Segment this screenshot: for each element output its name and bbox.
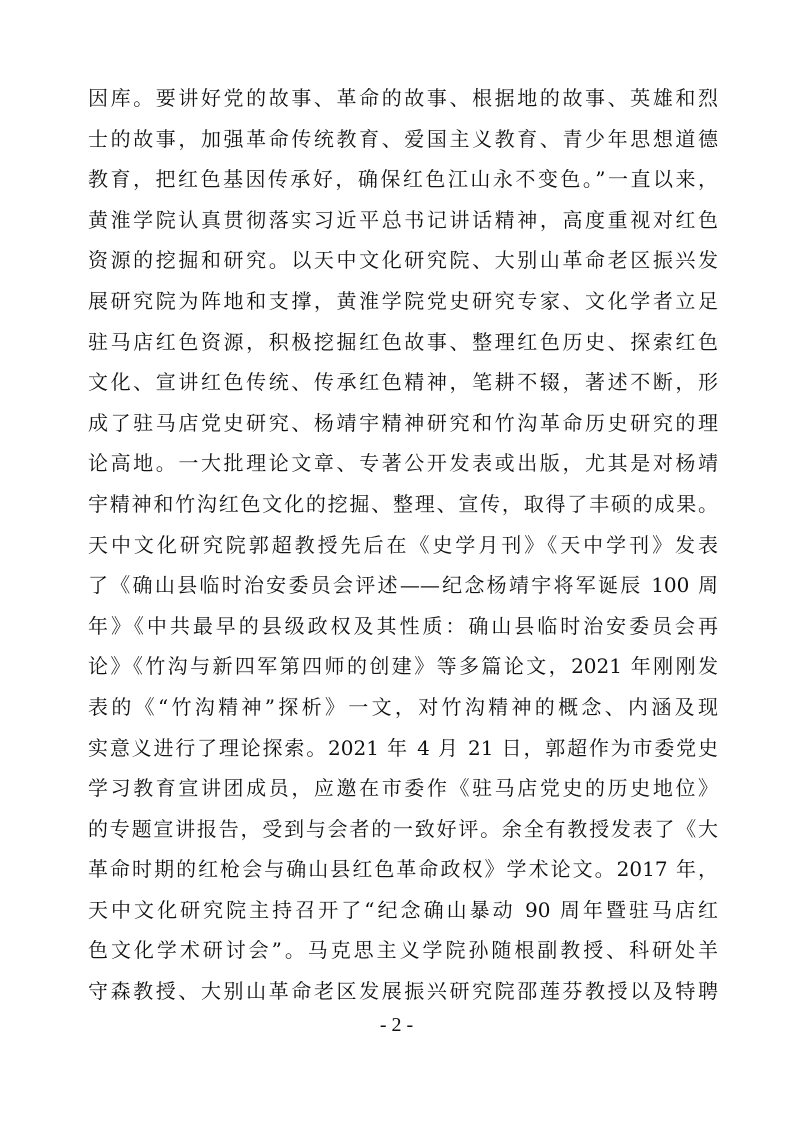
- text-line: 年》《中共最早的县级政权及其性质：确山县临时治安委员会再: [88, 613, 718, 638]
- text-line: 资源的挖掘和研究。以天中文化研究院、大别山革命老区振兴发: [88, 248, 718, 273]
- text-line: 学习教育宣讲团成员，应邀在市委作《驻马店党史的历史地位》: [88, 776, 718, 801]
- text-line: 论高地。一大批理论文章、专著公开发表或出版，尤其是对杨靖: [88, 451, 718, 476]
- text-line: 守森教授、大别山革命老区发展振兴研究院邵莲芬教授以及特聘: [88, 979, 718, 1004]
- text-line: 论》《竹沟与新四军第四师的创建》等多篇论文，2021 年刚刚发: [88, 654, 718, 679]
- text-line: 黄淮学院认真贯彻落实习近平总书记讲话精神，高度重视对红色: [88, 207, 718, 232]
- body-text: [88, 78, 718, 1012]
- text-line: 的专题宣讲报告，受到与会者的一致好评。余全有教授发表了《大: [88, 816, 718, 841]
- text-line: 士的故事，加强革命传统教育、爱国主义教育、青少年思想道德: [88, 126, 718, 151]
- text-line: 文化、宣讲红色传统、传承红色精神，笔耕不辍，著述不断，形: [88, 370, 718, 395]
- text-line: 表的《“竹沟精神”探析》一文，对竹沟精神的概念、内涵及现: [88, 694, 718, 719]
- text-line: 色文化学术研讨会”。马克思主义学院孙随根副教授、科研处羊: [88, 938, 718, 963]
- text-line: 革命时期的红枪会与确山县红色革命政权》学术论文。2017 年，: [88, 857, 718, 882]
- text-line: 天中文化研究院主持召开了“纪念确山暴动 90 周年暨驻马店红: [88, 897, 718, 922]
- text-line: 天中文化研究院郭超教授先后在《史学月刊》《天中学刊》发表: [88, 532, 718, 557]
- text-line: 成了驻马店党史研究、杨靖宇精神研究和竹沟革命历史研究的理: [88, 410, 718, 435]
- text-line: 展研究院为阵地和支撑，黄淮学院党史研究专家、文化学者立足: [88, 288, 718, 313]
- text-line: 实意义进行了理论探索。2021 年 4 月 21 日，郭超作为市委党史: [88, 735, 718, 760]
- text-line: 教育，把红色基因传承好，确保红色江山永不变色。”一直以来，: [88, 167, 718, 192]
- text-line: 了《确山县临时治安委员会评述——纪念杨靖宇将军诞辰 100 周: [88, 573, 718, 598]
- text-line: 宇精神和竹沟红色文化的挖掘、整理、宣传，取得了丰硕的成果。: [88, 491, 718, 516]
- page-number: - 2 -: [379, 1014, 414, 1036]
- text-line: 驻马店红色资源，积极挖掘红色故事、整理红色历史、探索红色: [88, 329, 718, 354]
- text-line: 因库。要讲好党的故事、革命的故事、根据地的故事、英雄和烈: [88, 86, 718, 110]
